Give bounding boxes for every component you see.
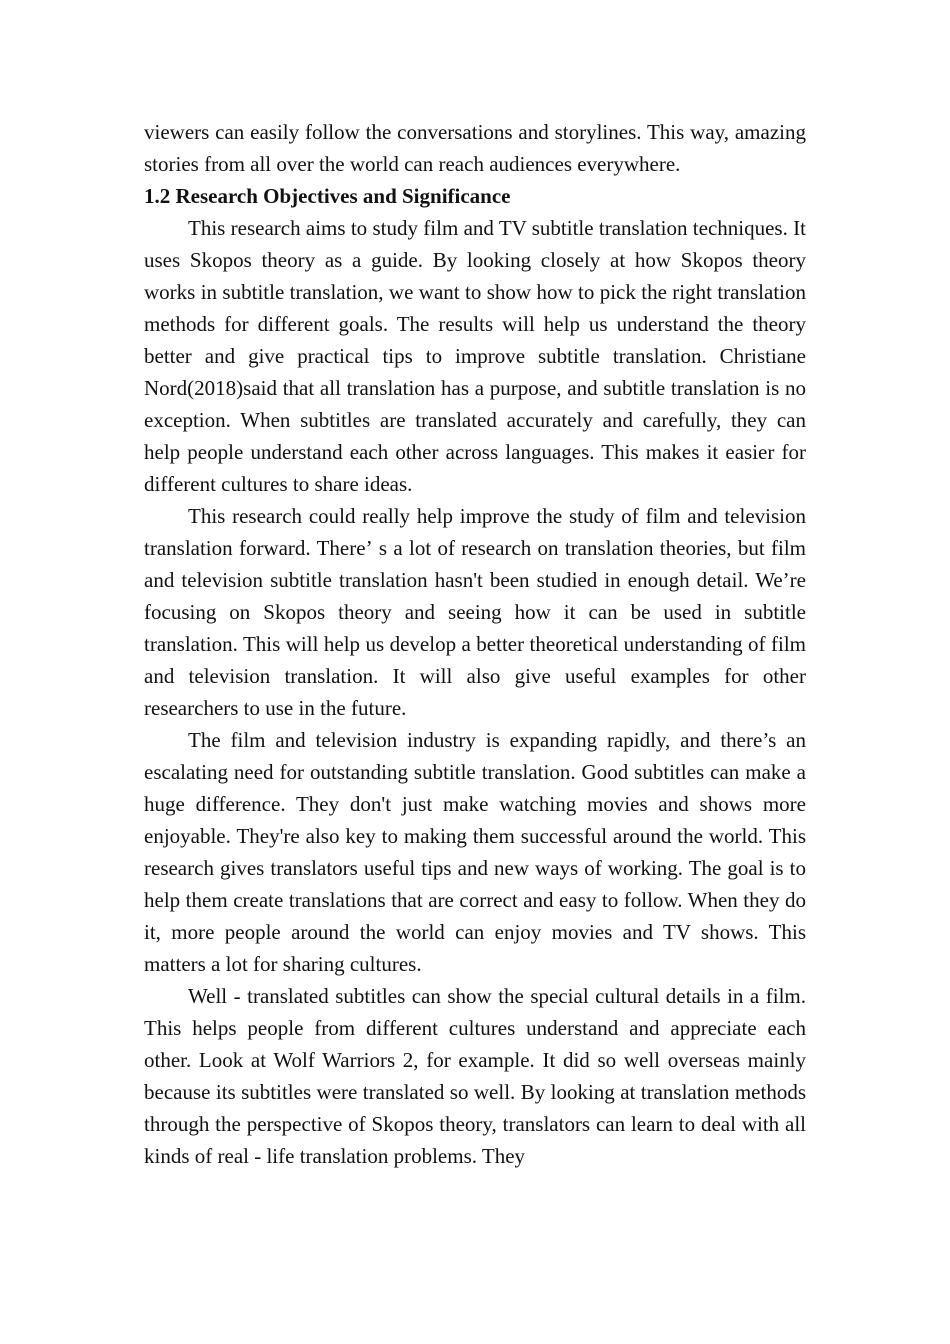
intro-continuation-paragraph: viewers can easily follow the conversations and storylines. This way, amazing stories from all over the world can reach audiences everywhere. [144, 120, 806, 176]
body-paragraph: This research aims to study film and TV subtitle translation techniques. It uses Skopos theory as a guide. By looking closely at how Skopos theory works in subtitle translation, we want to show how to pick the right translation methods for different goals. The results will help us understand the theory better and give practical tips to improve subtitle translation. Christiane Nord(2018)said that all translation has a purpose, and subtitle translation is no exception. When subtitles are translated accurately and carefully, they can help people understand each other across languages. This makes it easier for different cultures to share ideas. [144, 216, 806, 496]
body-paragraph: The film and television industry is expanding rapidly, and there’s an escalating need for outstanding subtitle translation. Good subtitles can make a huge difference. They don't just make watching movies and shows more enjoyable. They're also key to making them successful around the world. This research gives translators useful tips and new ways of working. The goal is to help them create translations that are correct and easy to follow. When they do it, more people around the world can enjoy movies and TV shows. This matters a lot for sharing cultures. [144, 728, 806, 976]
document-page [144, 116, 806, 1172]
body-paragraph: This research could really help improve the study of film and television translation forward. Thereʼ s a lot of research on translation theories, but film and television subtitle translation hasn't been studied in enough detail. Weʼre focusing on Skopos theory and seeing how it can be used in subtitle translation. This will help us develop a better theoretical understanding of film and television translation. It will also give useful examples for other researchers to use in the future. [144, 504, 806, 720]
section-heading: 1.2 Research Objectives and Significance [144, 184, 511, 208]
body-paragraph: Well - translated subtitles can show the special cultural details in a film. This helps people from different cultures understand and appreciate each other. Look at Wolf Warriors 2, for example. It did so well overseas mainly because its subtitles were translated so well. By looking at translation methods through the perspective of Skopos theory, translators can learn to deal with all kinds of real - life translation problems. They [144, 984, 806, 1168]
